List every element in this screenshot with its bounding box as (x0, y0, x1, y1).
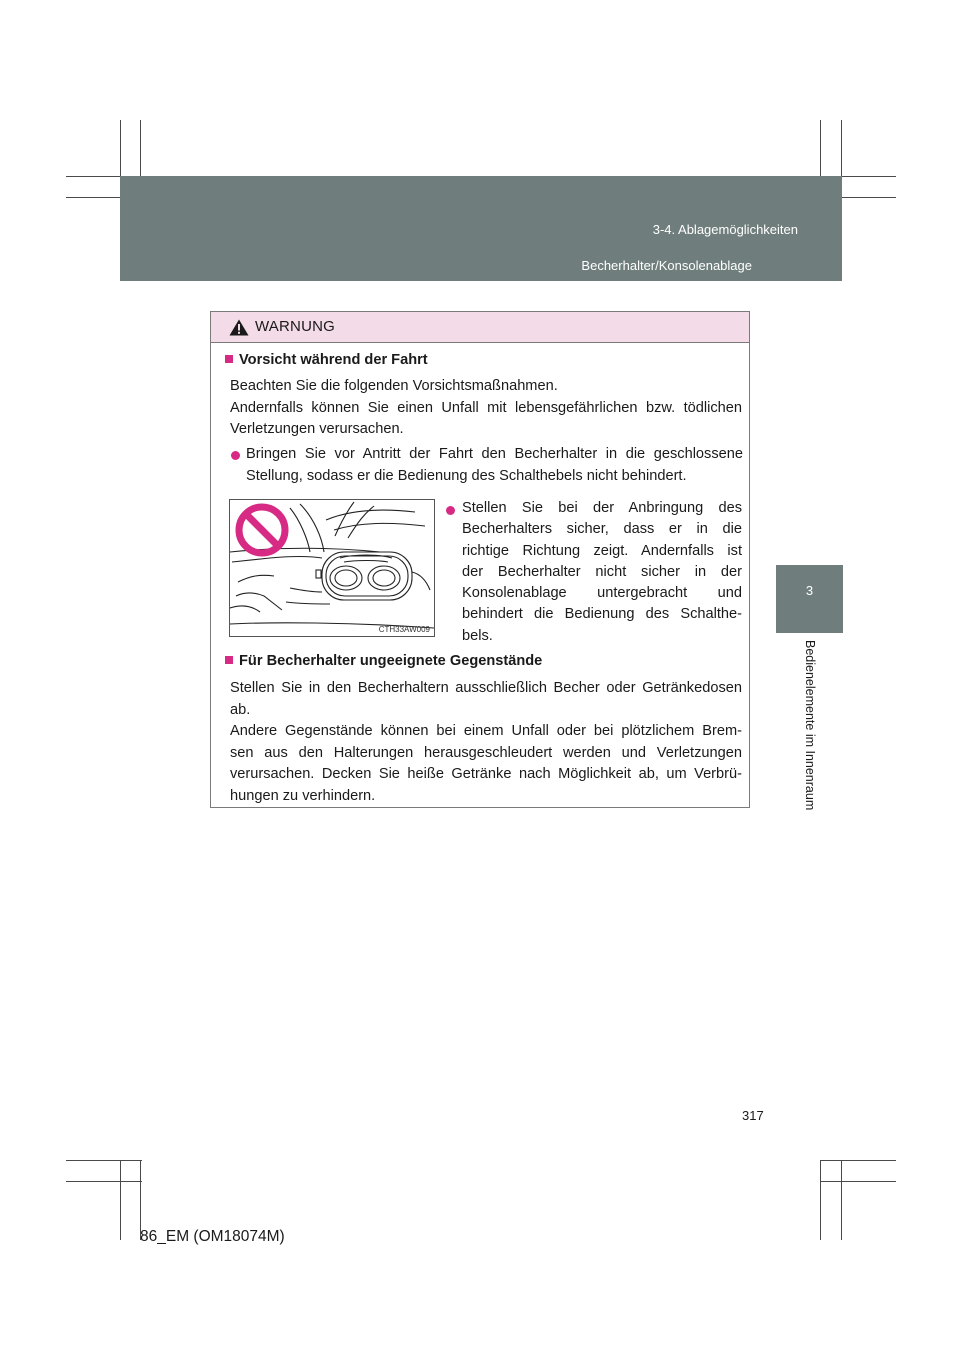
text-line: Konsolenablage untergebracht und (462, 585, 742, 602)
paragraph (230, 376, 742, 441)
crop-mark (820, 1160, 821, 1240)
text-line: Becherhalters sicher, dass er in die (462, 521, 742, 538)
page-number: 317 (742, 1108, 764, 1123)
text-line: Beachten Sie die folgenden Vorsichtsmaßnahmen. (230, 378, 558, 394)
header-band (120, 176, 842, 281)
crop-mark (820, 1181, 896, 1182)
text-line: Stellen Sie in den Becherhaltern ausschließlich Becher oder Getränkedosen (230, 680, 742, 696)
round-bullet-icon (231, 451, 240, 460)
square-bullet-icon (225, 656, 233, 664)
bullet-paragraph (462, 498, 742, 647)
cupholder-illustration (229, 499, 435, 637)
text-line: richtige Richtung zeigt. Andernfalls ist (462, 542, 742, 559)
text-line: behindert die Bedienung des Schalthe- (462, 606, 742, 623)
warning-header (211, 312, 749, 343)
document-code: 86_EM (OM18074M) (140, 1228, 285, 1245)
figure-code: CTH33AW009 (378, 625, 430, 634)
item-heading (225, 352, 428, 368)
round-bullet-icon (446, 506, 455, 515)
crop-mark (820, 1160, 896, 1161)
crop-mark (66, 1181, 142, 1182)
text-line: ab. (230, 701, 251, 718)
crop-mark (841, 1160, 842, 1240)
crop-mark (120, 1160, 121, 1240)
text-line: Andernfalls können Sie einen Unfall mit lebensgefährlichen bzw. tödlichen (230, 399, 742, 416)
item-heading (225, 653, 542, 669)
text-line: Stellen Sie bei der Anbringung des (462, 500, 742, 516)
text-line: bels. (462, 627, 493, 644)
text-line: sen aus den Halterungen herausgeschleudert werden und Verletzungen (230, 744, 742, 761)
chapter-number: 3 (805, 583, 814, 598)
bullet-paragraph (246, 444, 743, 487)
warning-triangle-icon (229, 319, 249, 336)
crop-mark (66, 1160, 142, 1161)
heading-text: Vorsicht während der Fahrt (239, 352, 428, 368)
text-line: Bringen Sie vor Antritt der Fahrt den Becherhalter in die geschlossene (246, 446, 743, 462)
section-title: 3-4. Ablagemöglichkeiten (652, 222, 798, 237)
text-line: Verletzungen verursachen. (230, 421, 404, 437)
prohibition-icon (239, 507, 285, 553)
chapter-title-vertical (802, 640, 818, 840)
heading-text: Für Becherhalter ungeeignete Gegenstände (239, 653, 543, 669)
text-line: der Becherhalter nicht sicher in der (462, 563, 742, 580)
warning-title: WARNUNG (255, 318, 336, 335)
text-line: Andere Gegenstände können bei einem Unfall oder bei plötzlichem Brem- (230, 723, 742, 739)
text-line: verursachen. Decken Sie heiße Getränke nach Möglichkeit ab, um Verbrü- (230, 766, 742, 782)
text-line: Stellung, sodass er die Bedienung des Schalthebels nicht behindert. (246, 467, 687, 484)
text-line: hungen zu verhindern. (230, 787, 376, 804)
chapter-tab (776, 565, 843, 633)
cupholder-drawing (230, 500, 434, 636)
paragraph (230, 678, 742, 807)
square-bullet-icon (225, 355, 233, 363)
subsection-title: Becherhalter/Konsolenablage (581, 258, 752, 273)
chapter-title: Bedienelemente im Innenraum (803, 640, 817, 811)
